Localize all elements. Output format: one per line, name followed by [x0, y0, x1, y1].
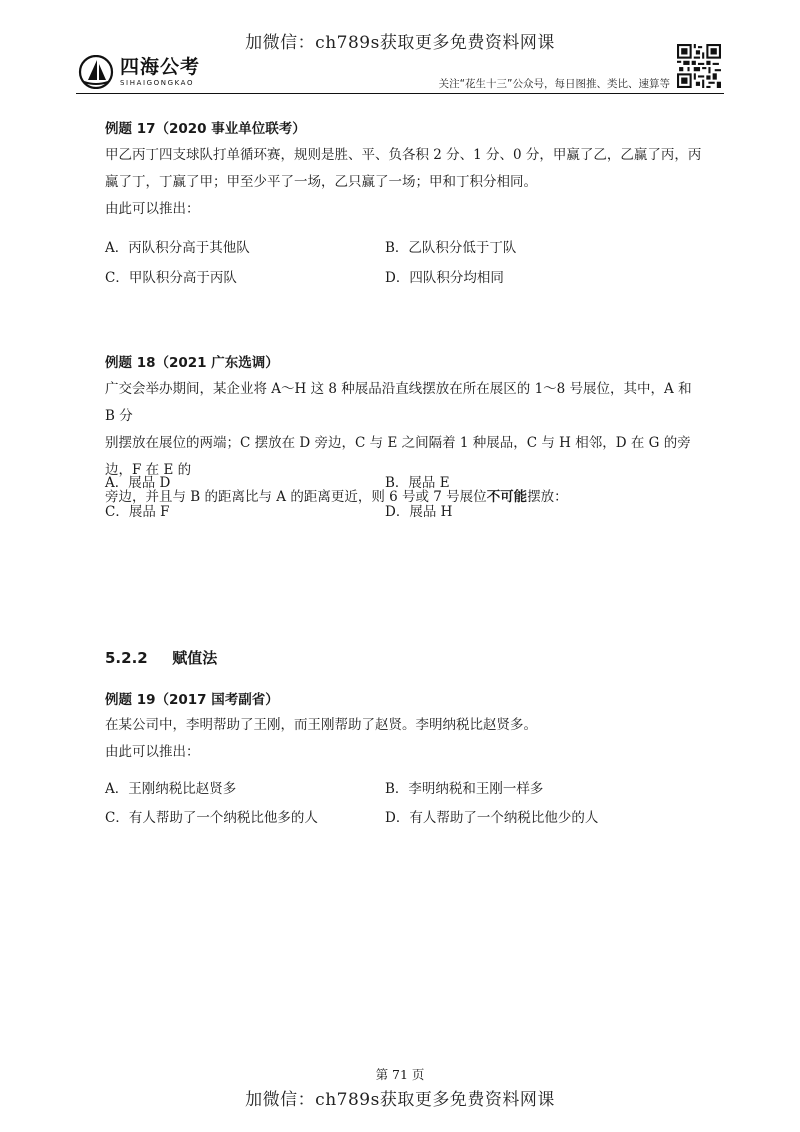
section-heading: [105, 647, 217, 668]
q18-title: 例题 18（2021 广东选调）: [105, 355, 279, 371]
q18-option-a: A．展品 D: [105, 475, 171, 491]
logo: [76, 55, 200, 89]
q17-title: 例题 17（2020 事业单位联考）: [105, 121, 306, 137]
logo-text-en: SIHAIGONGKAO: [120, 78, 195, 87]
q17-option-d: D．四队积分均相同: [385, 270, 504, 286]
header-note: 关注“花生十三”公众号，每日图推、类比、速算等: [438, 78, 670, 90]
q17-line-1: 甲乙丙丁四支球队打单循环赛，规则是胜、平、负各积 2 分、1 分、0 分，甲赢了乙，乙赢了丙，丙: [105, 147, 702, 163]
qr-code-icon: [677, 44, 721, 88]
q18-option-b: B．展品 E: [385, 475, 450, 491]
q17-option-c: C．甲队积分高于丙队: [105, 270, 237, 286]
sailboat-logo-icon: [76, 55, 116, 89]
page-number: 第 71 页: [375, 1067, 425, 1082]
q19-option-b: B．李明纳税和王刚一样多: [385, 781, 544, 797]
q18-option-c: C．展品 F: [105, 504, 170, 520]
q19-option-a: A．王刚纳税比赵贤多: [105, 781, 237, 797]
logo-text-cn: 四海公考: [120, 55, 201, 78]
q18-line-3-pre: 旁边，并且与 B 的距离比与 A 的距离更近，则 6 号或 7 号展位: [105, 489, 487, 505]
q17-line-3: 由此可以推出：: [105, 201, 200, 217]
q19-option-d: D．有人帮助了一个纳税比他少的人: [385, 810, 599, 826]
q17-line-2: 赢了丁，丁赢了甲；甲至少平了一场，乙只赢了一场；甲和丁积分相同。: [105, 174, 537, 190]
q18-option-d: D．展品 H: [385, 504, 453, 520]
section-number: 5.2.2: [105, 649, 148, 667]
q17-stem: [105, 142, 705, 223]
q19-option-c: C．有人帮助了一个纳税比他多的人: [105, 810, 318, 826]
q18-line-3-post: 摆放：: [527, 489, 568, 505]
q18-emphasis: 不可能: [486, 489, 528, 505]
q19-line-1: 在某公司中，李明帮助了王刚，而王刚帮助了赵贤。李明纳税比赵贤多。: [105, 717, 537, 733]
watermark-top: 加微信：ch789s获取更多免费资料网课: [245, 33, 555, 53]
q17-option-b: B．乙队积分低于丁队: [385, 240, 517, 256]
header-divider: [76, 93, 724, 94]
q18-line-1: 广交会举办期间，某企业将 A～H 这 8 种展品沿直线摆放在所在展区的 1～8 号展位，其中，A 和 B 分: [105, 381, 692, 424]
q17-option-a: A．丙队积分高于其他队: [105, 240, 250, 256]
section-title: 赋值法: [172, 649, 218, 667]
q18-line-2: 别摆放在展位的两端；C 摆放在 D 旁边，C 与 E 之间隔着 1 种展品，C 与 H 相邻，D 在 G 的旁边，F 在 E 的: [105, 435, 691, 478]
q19-stem: [105, 712, 705, 766]
watermark-bottom: 加微信：ch789s获取更多免费资料网课: [245, 1090, 555, 1110]
q19-line-2: 由此可以推出：: [105, 744, 200, 760]
q19-title: 例题 19（2017 国考副省）: [105, 692, 279, 708]
